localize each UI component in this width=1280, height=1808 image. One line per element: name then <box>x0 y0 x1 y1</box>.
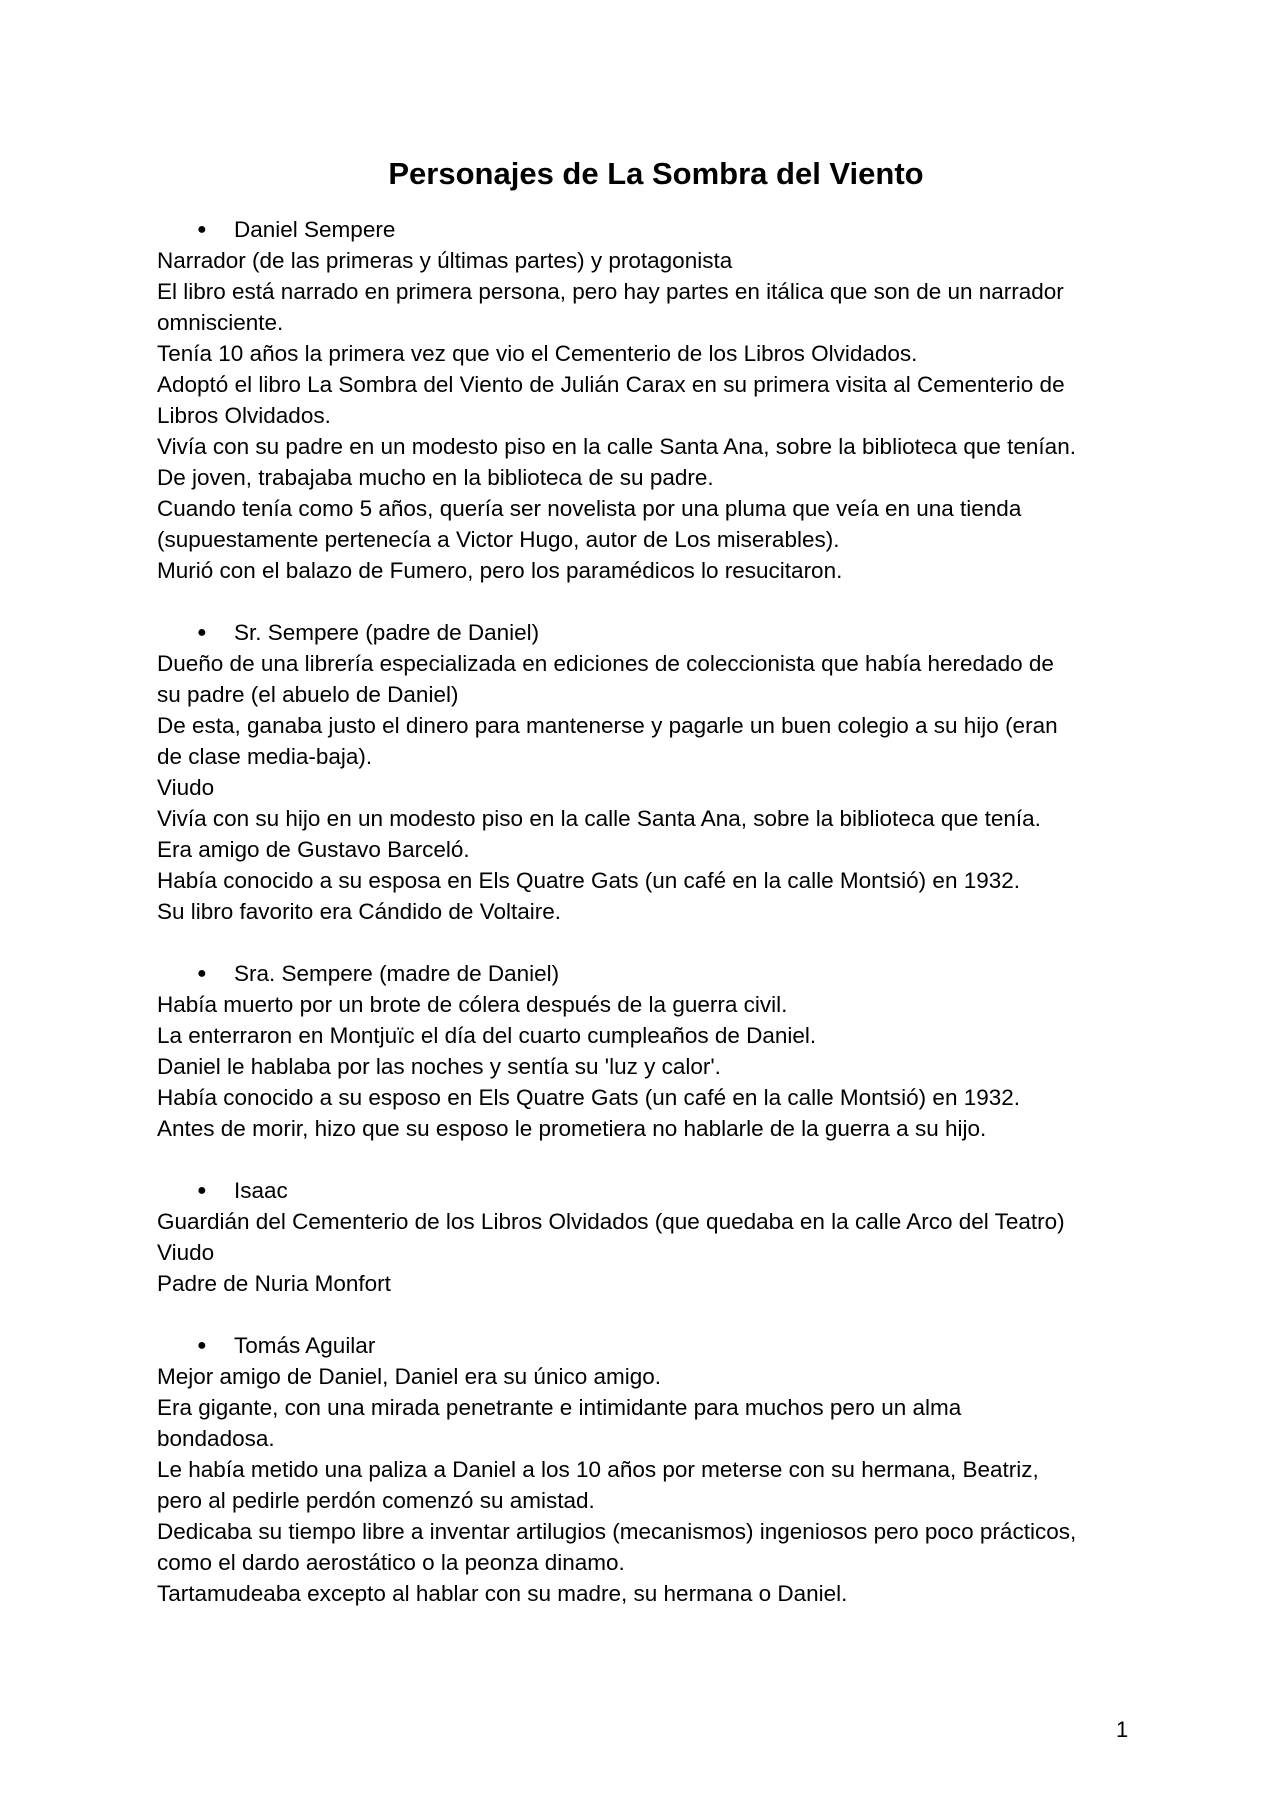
text-line: Había conocido a su esposo en Els Quatre Gats (un café en la calle Montsió) en 1932. <box>157 1085 1021 1110</box>
text-line: (supuestamente pertenecía a Victor Hugo, autor de Los miserables). <box>157 527 840 552</box>
text-line: Le había metido una paliza a Daniel a los 10 años por meterse con su hermana, Beatriz, <box>157 1457 1039 1482</box>
text-line: de clase media-baja). <box>157 744 373 769</box>
text-line: Mejor amigo de Daniel, Daniel era su único amigo. <box>157 1364 662 1389</box>
section-heading-text: Sr. Sempere (padre de Daniel) <box>234 620 540 645</box>
text-line: Había conocido a su esposa en Els Quatre Gats (un café en la calle Montsió) en 1932. <box>157 868 1021 893</box>
text-line: Libros Olvidados. <box>157 403 331 428</box>
section-heading <box>157 1330 1137 1361</box>
text-line: Era gigante, con una mirada penetrante e intimidante para muchos pero un alma <box>157 1395 962 1420</box>
section-sra-sempere <box>157 958 1137 1144</box>
section-isaac <box>157 1175 1137 1299</box>
text-line: Había muerto por un brote de cólera después de la guerra civil. <box>157 992 788 1017</box>
text-line: Viudo <box>157 1240 215 1265</box>
section-heading-text: Sra. Sempere (madre de Daniel) <box>234 961 560 986</box>
bullet-icon: ● <box>197 221 207 238</box>
section-sr-sempere <box>157 617 1137 927</box>
section-heading-text: Daniel Sempere <box>234 217 396 242</box>
text-line: Antes de morir, hizo que su esposo le prometiera no hablarle de la guerra a su hijo. <box>157 1116 987 1141</box>
text-line: bondadosa. <box>157 1426 275 1451</box>
bullet-icon: ● <box>197 965 207 982</box>
section-tomas-aguilar <box>157 1330 1137 1609</box>
text-line: pero al pedirle perdón comenzó su amistad. <box>157 1488 595 1513</box>
text-line: Vivía con su hijo en un modesto piso en la calle Santa Ana, sobre la biblioteca que tenía. <box>157 806 1041 831</box>
document-content <box>157 154 1137 1640</box>
text-line: De joven, trabajaba mucho en la biblioteca de su padre. <box>157 465 714 490</box>
bullet-icon: ● <box>197 1337 207 1354</box>
section-heading <box>157 958 1137 989</box>
text-line: Dueño de una librería especializada en ediciones de coleccionista que había heredado de <box>157 651 1054 676</box>
section-heading <box>157 214 1137 245</box>
text-line: Adoptó el libro La Sombra del Viento de Julián Carax en su primera visita al Cementerio de <box>157 372 1065 397</box>
text-line: La enterraron en Montjuïc el día del cuarto cumpleaños de Daniel. <box>157 1023 817 1048</box>
text-line: omnisciente. <box>157 310 284 335</box>
text-line: Vivía con su padre en un modesto piso en la calle Santa Ana, sobre la biblioteca que tenían. <box>157 434 1076 459</box>
text-line: De esta, ganaba justo el dinero para mantenerse y pagarle un buen colegio a su hijo (eran <box>157 713 1058 738</box>
text-line: Su libro favorito era Cándido de Voltaire. <box>157 899 561 924</box>
text-line: Daniel le hablaba por las noches y sentía su 'luz y calor'. <box>157 1054 721 1079</box>
text-line: Tenía 10 años la primera vez que vio el Cementerio de los Libros Olvidados. <box>157 341 918 366</box>
text-line: Murió con el balazo de Fumero, pero los paramédicos lo resucitaron. <box>157 558 843 583</box>
text-line: Viudo <box>157 775 215 800</box>
text-line: su padre (el abuelo de Daniel) <box>157 682 459 707</box>
bullet-icon: ● <box>197 1182 207 1199</box>
text-line: Cuando tenía como 5 años, quería ser novelista por una pluma que veía en una tienda <box>157 496 1022 521</box>
text-line: Tartamudeaba excepto al hablar con su madre, su hermana o Daniel. <box>157 1581 848 1606</box>
text-line: Era amigo de Gustavo Barceló. <box>157 837 470 862</box>
section-heading-text: Isaac <box>234 1178 288 1203</box>
text-line: Narrador (de las primeras y últimas partes) y protagonista <box>157 248 733 273</box>
page-title: Personajes de La Sombra del Viento <box>388 156 924 191</box>
section-daniel-sempere <box>157 214 1137 586</box>
text-line: Dedicaba su tiempo libre a inventar artilugios (mecanismos) ingeniosos pero poco prácticos, <box>157 1519 1077 1544</box>
bullet-icon: ● <box>197 624 207 641</box>
text-line: como el dardo aerostático o la peonza dinamo. <box>157 1550 625 1575</box>
section-heading <box>157 617 1137 648</box>
text-line: Padre de Nuria Monfort <box>157 1271 391 1296</box>
page-number: 1 <box>1116 1717 1129 1742</box>
text-line: Guardián del Cementerio de los Libros Olvidados (que quedaba en la calle Arco del Teatro) <box>157 1209 1065 1234</box>
text-line: El libro está narrado en primera persona, pero hay partes en itálica que son de un narrador <box>157 279 1064 304</box>
section-heading-text: Tomás Aguilar <box>234 1333 376 1358</box>
section-heading <box>157 1175 1137 1206</box>
